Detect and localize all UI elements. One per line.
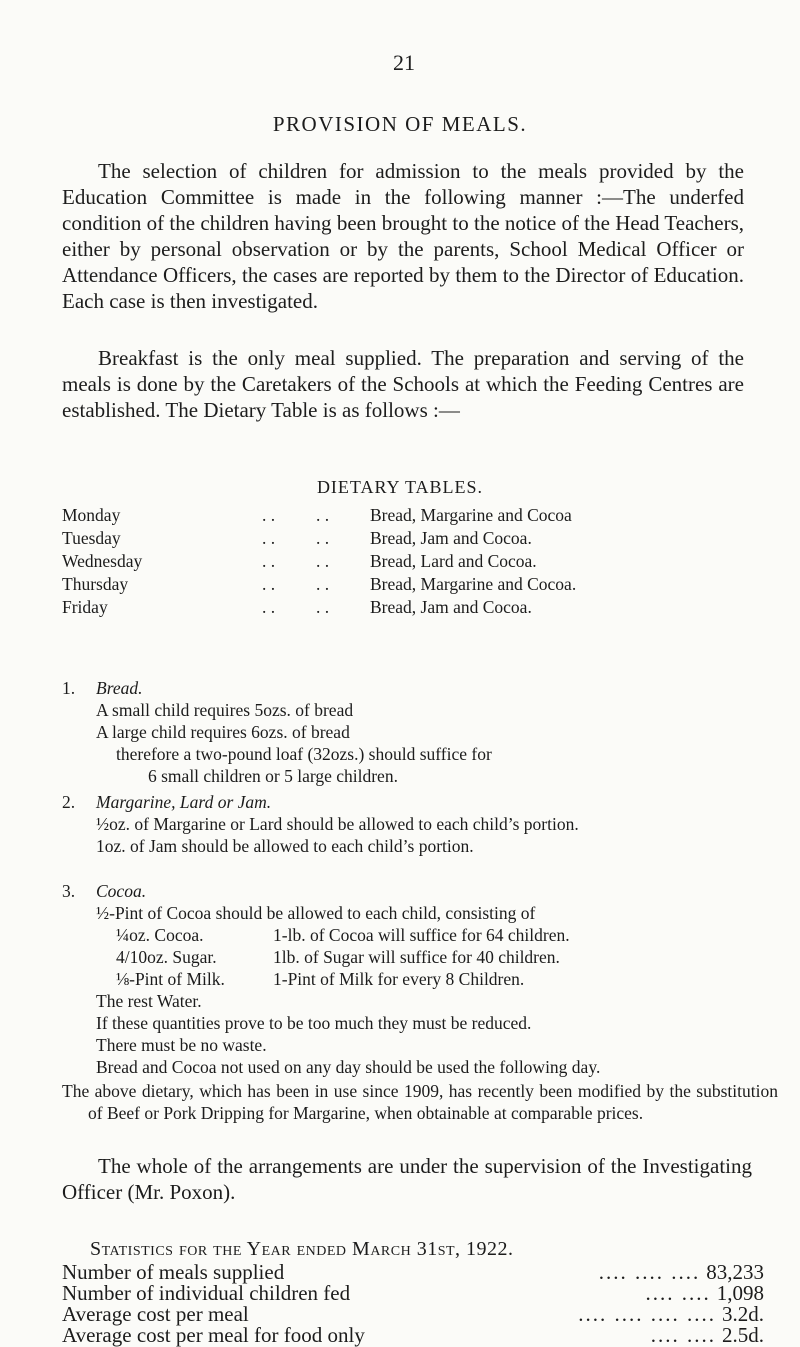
item-line: 6 small children or 5 large children. — [148, 766, 398, 786]
statistic-row — [62, 1325, 764, 1346]
dietary-row — [62, 504, 576, 527]
leader-dots: . . — [262, 505, 276, 525]
item-title: Margarine, Lard or Jam. — [96, 792, 272, 812]
leader-dots: .... .... — [645, 1283, 711, 1304]
dietary-day: Wednesday — [62, 551, 143, 571]
item-number: 1. — [62, 678, 76, 698]
cocoa-quantity-row — [96, 968, 762, 990]
dietary-meal: Bread, Margarine and Cocoa — [370, 505, 572, 525]
statistic-value: 83,233 — [706, 1260, 764, 1284]
statistic-row — [62, 1283, 764, 1304]
leader-dots: .... .... — [650, 1325, 716, 1346]
item-line: ½oz. of Margarine or Lard should be allowed to each child’s portion. — [96, 814, 579, 834]
statistics-title: Statistics for the Year ended March 31st, 1922. — [90, 1238, 514, 1260]
leader-dots: . . — [316, 528, 330, 548]
leader-dots: . . — [316, 597, 330, 617]
dietary-day: Thursday — [62, 574, 129, 594]
dietary-row — [62, 527, 576, 550]
statistic-value: 3.2d. — [722, 1302, 764, 1326]
leader-dots: . . — [262, 551, 276, 571]
dietary-day: Friday — [62, 597, 108, 617]
statistic-label: Number of individual children fed — [62, 1281, 351, 1305]
dietary-meal: Bread, Jam and Cocoa. — [370, 597, 532, 617]
cocoa-quantity-row — [96, 946, 762, 968]
breakfast-paragraph: Breakfast is the only meal supplied. The preparation and serving of the meals is done by the Caretakers of the Schools at which the Feeding Centres are established. The Dietary Table is as follows :— — [62, 346, 744, 422]
dietary-row — [62, 550, 576, 573]
bread-section — [62, 677, 762, 787]
statistic-row — [62, 1262, 764, 1283]
item-line: 1oz. of Jam should be allowed to each child’s portion. — [96, 836, 474, 856]
statistic-label: Number of meals supplied — [62, 1260, 285, 1284]
cocoa-quantity-row — [96, 924, 762, 946]
margarine-section — [62, 791, 762, 857]
dietary-row — [62, 596, 576, 619]
dietary-meal: Bread, Margarine and Cocoa. — [370, 574, 577, 594]
item-line: therefore a two-pound loaf (32ozs.) should suffice for — [116, 744, 492, 764]
statistic-label: Average cost per meal — [62, 1302, 249, 1326]
item-title: Bread. — [96, 678, 143, 698]
cocoa-rule: 1-lb. of Cocoa will suffice for 64 children. — [273, 925, 570, 945]
cocoa-quantity: 4/10oz. Sugar. — [116, 947, 217, 967]
item-line: Bread and Cocoa not used on any day should be used the following day. — [96, 1057, 601, 1077]
item-number: 2. — [62, 792, 76, 812]
item-title: Cocoa. — [96, 881, 147, 901]
statistic-row — [62, 1304, 764, 1325]
item-line: If these quantities prove to be too much they must be reduced. — [96, 1013, 532, 1033]
item-line: There must be no waste. — [96, 1035, 267, 1055]
dietary-tables-title: DIETARY TABLES. — [316, 477, 484, 497]
supervision-paragraph: The whole of the arrangements are under the supervision of the Investigating Officer (Mr. Poxon). — [62, 1154, 752, 1204]
leader-dots: . . — [316, 551, 330, 571]
page-number: 21 — [393, 50, 415, 75]
section-heading: PROVISION OF MEALS. — [272, 112, 528, 136]
statistic-value: 2.5d. — [722, 1323, 764, 1347]
leader-dots: . . — [316, 574, 330, 594]
statistic-label: Average cost per meal for food only — [62, 1323, 365, 1347]
statistics-list — [62, 1262, 764, 1346]
item-number: 3. — [62, 881, 76, 901]
dietary-day: Monday — [62, 505, 121, 525]
cocoa-section — [62, 880, 762, 1078]
dietary-note: The above dietary, which has been in use since 1909, has recently been modified by the substitution of Beef or Pork Dripping for Margarine, when obtainable at comparable prices. — [62, 1081, 778, 1123]
leader-dots: .... .... .... — [598, 1262, 701, 1283]
intro-paragraph: The selection of children for admission to the meals provided by the Education Committee is made in the following manner :—The underfed condition of the children having been brought to the notice of the Head Teachers, either by personal observation or by the parents, School Medical Officer or Attendance Officers, the cases are reported by them to the Director of Education. Each case is then investigated. — [62, 159, 744, 313]
dietary-row — [62, 573, 576, 596]
leader-dots: . . — [262, 597, 276, 617]
item-line: The rest Water. — [96, 991, 202, 1011]
cocoa-quantity: ¼oz. Cocoa. — [116, 925, 204, 945]
dietary-meal: Bread, Lard and Cocoa. — [370, 551, 537, 571]
dietary-table — [62, 504, 576, 619]
item-line: A large child requires 6ozs. of bread — [96, 722, 350, 742]
item-line: ½-Pint of Cocoa should be allowed to each child, consisting of — [96, 903, 536, 923]
leader-dots: . . — [316, 505, 330, 525]
item-line: A small child requires 5ozs. of bread — [96, 700, 354, 720]
dietary-meal: Bread, Jam and Cocoa. — [370, 528, 532, 548]
cocoa-rule: 1lb. of Sugar will suffice for 40 children. — [273, 947, 560, 967]
cocoa-quantity: ⅛-Pint of Milk. — [116, 969, 225, 989]
dietary-day: Tuesday — [62, 528, 121, 548]
leader-dots: . . — [262, 528, 276, 548]
leader-dots: . . — [262, 574, 276, 594]
statistic-value: 1,098 — [716, 1281, 764, 1305]
leader-dots: .... .... .... .... — [578, 1304, 716, 1325]
cocoa-rule: 1-Pint of Milk for every 8 Children. — [273, 969, 525, 989]
